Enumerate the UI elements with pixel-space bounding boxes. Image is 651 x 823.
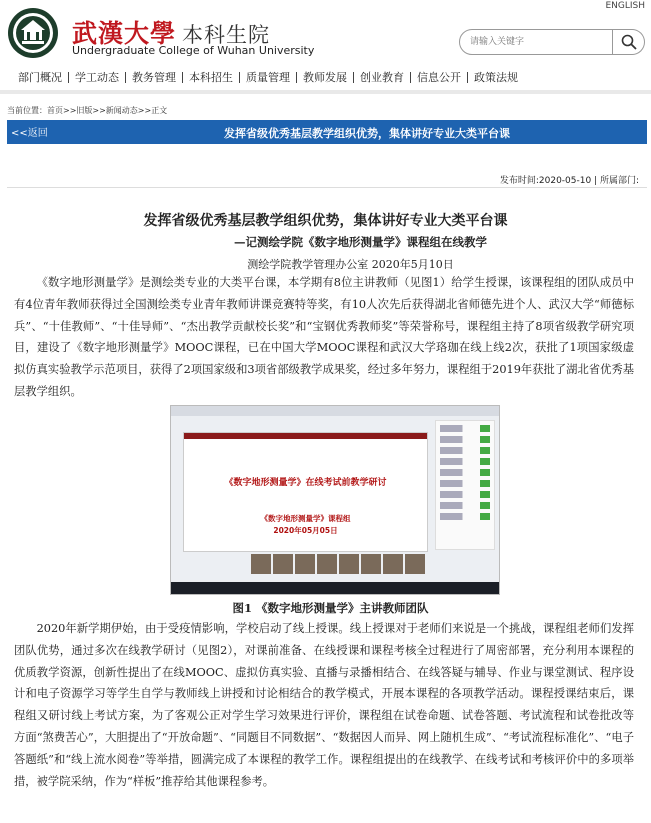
figure-video-thumbnails <box>251 554 425 574</box>
article-title-bar <box>7 120 647 144</box>
nav-item-quality[interactable]: 质量管理 <box>240 72 297 83</box>
main-nav <box>0 64 651 90</box>
nav-item-admissions[interactable]: 本科招生 <box>183 72 240 83</box>
search-button[interactable] <box>613 29 645 55</box>
search-input[interactable] <box>459 29 613 55</box>
site-title-college: 本科生院 <box>182 23 271 47</box>
article-paragraph-2: 2020年新学期伊始，由于受疫情影响，学校启动了线上授课。线上授课对于老师们来说是一个挑战，课程组老师们发挥团队优势，通过多次在线教学研讨（见图2），对课前准备、在线授课和课程考核全过程进行了周密部署，充分利用本课程的优质教学资源，创新性提出了在线MOOC、虚拟仿真实验、直播与录播相结合、在线答疑与辅导、作业与课堂测试、程序设计和电子资源学习等学生自学与教师线上讲授和讨论相结合的教学模式，开展本课程的各项教学活动。课程授课结束后，课程组又研讨线上考试方案，为了客观公正对学生学习效果进行评价，课程组在试卷命题、试卷答题、考试流程和试卷批改等方面“煞费苦心”，大胆提出了“开放命题”、“同题目不同数据”、“数据因人而异、网上随机生成”、“考试流程标准化”、“电子答题纸”和“线上流水阅卷”等举措，圆满完成了本课程的教学工作。课程组提出的在线教学、在线考试和考核评价中的多项举措，被学院采纳，作为“样板”推荐给其他课程参考。 <box>14 622 634 788</box>
breadcrumb <box>7 105 167 116</box>
figure-caption: 图1 《数字地形测量学》主讲教师团队 <box>232 601 429 615</box>
university-logo <box>7 7 59 59</box>
breadcrumb-path[interactable]: 首页>>旧版>>新闻动态>>正文 <box>47 106 168 115</box>
site-title-english: Undergraduate College of Wuhan University <box>72 44 315 57</box>
figure-slide <box>183 432 428 552</box>
site-header <box>0 0 651 64</box>
breadcrumb-label: 当前位置： <box>7 106 47 115</box>
nav-item-public-info[interactable]: 信息公开 <box>411 72 468 83</box>
nav-item-about[interactable]: 部门概况 <box>12 72 69 83</box>
back-link[interactable]: <<返回 <box>11 128 48 139</box>
figure-screenshot <box>170 405 500 595</box>
article-title: 发挥省级优秀基层教学组织优势，集体讲好专业大类平台课 <box>143 213 508 229</box>
search-box <box>459 29 645 55</box>
article-meta: 测绘学院教学管理办公室 2020年5月10日 <box>247 258 454 271</box>
divider <box>7 187 647 188</box>
slide-org: 《数字地形测量学》课程组 <box>260 514 351 523</box>
publish-info: 发布时间:2020-05-10 | 所属部门: <box>499 176 639 186</box>
nav-item-policies[interactable]: 政策法规 <box>474 70 518 84</box>
slide-date: 2020年05月05日 <box>273 526 338 535</box>
nav-item-student-affairs[interactable]: 学工动态 <box>69 72 126 83</box>
article-paragraph-1: 《数字地形测量学》是测绘类专业的大类平台课，本学期有8位主讲教师（见图1）给学生授课，该课程组的团队成员中有4位青年教师获得过全国测绘类专业青年教师讲课竞赛特等奖，有10人次先后获得湖北省师德先进个人、武汉大学“师德标兵”、“十佳教师”、“十佳导师”、“杰出教学贡献校长奖”和“宝钢优秀教师奖”等荣誉称号，课程组主持了8项省级教学研究项目，建设了《数字地形测量学》MOOC课程，已在中国大学MOOC课程和武汉大学珞珈在线上线2次，获批了1项国家级虚拟仿真实验教学示范项目，获得了2项国家级和3项省部级教学成果奖，经过多年努力，课程组于2019年获批了湖北省优秀基层教学组织。 <box>14 276 634 398</box>
slide-title: 《数字地形测量学》在线考试前教学研讨 <box>224 478 387 488</box>
nav-divider <box>0 90 651 94</box>
figure-participant-list <box>435 420 495 550</box>
figure-taskbar <box>171 582 499 594</box>
nav-item-entrepreneurship[interactable]: 创业教育 <box>354 72 411 83</box>
slide-banner <box>184 433 427 439</box>
figure-window-bar <box>171 406 499 416</box>
search-icon <box>621 34 637 50</box>
title-bar-heading: 发挥省级优秀基层教学组织优势，集体讲好专业大类平台课 <box>224 127 510 140</box>
article-subtitle: —记测绘学院《数字地形测量学》课程组在线教学 <box>234 235 487 249</box>
site-title-school: 武漢大學 <box>72 19 177 48</box>
nav-item-teacher-development[interactable]: 教师发展 <box>297 72 354 83</box>
nav-item-academic-affairs[interactable]: 教务管理 <box>126 72 183 83</box>
english-link[interactable]: ENGLISH <box>605 1 645 11</box>
